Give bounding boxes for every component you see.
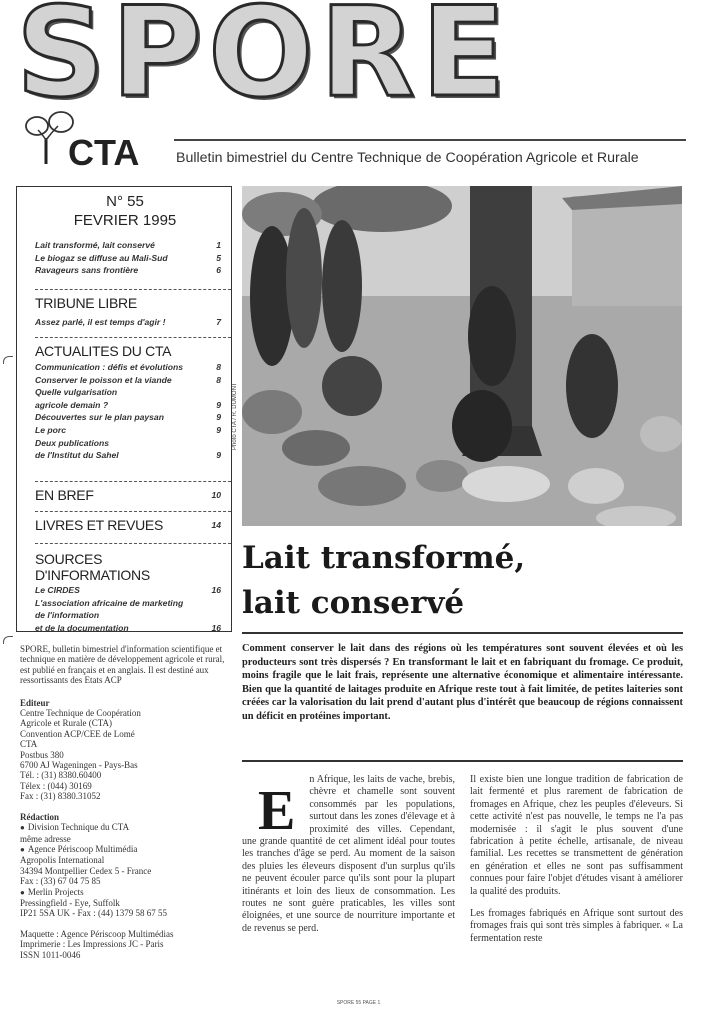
- toc-item[interactable]: Ravageurs sans frontière 6: [35, 265, 221, 276]
- page-subtitle: Bulletin bimestriel du Centre Technique de Coopération Agricole et Rurale: [176, 150, 639, 166]
- toc-section-actualites: [35, 343, 229, 462]
- toc-item[interactable]: Deux publications: [35, 437, 110, 448]
- page-footer: SPORE 55 PAGE 1: [336, 1000, 381, 1006]
- article-paragraph: Les fromages fabriqués en Afrique sont surtout des fromages frais qui sont très simples à fabriquer. « La fermentation reste: [470, 908, 683, 944]
- toc-section-title[interactable]: TRIBUNE LIBRE: [35, 295, 137, 311]
- cta-logo-text: CTA: [68, 132, 140, 173]
- issue-number: N° 55: [106, 193, 144, 210]
- table-of-contents: [16, 186, 232, 632]
- toc-section-tribune: [35, 295, 229, 329]
- toc-lead-items: [35, 239, 229, 277]
- toc-section-en-bref: EN BREF 10: [35, 487, 221, 503]
- article-column-2: [470, 774, 683, 955]
- toc-item[interactable]: Le CIRDES 16: [35, 585, 221, 595]
- drop-cap: E: [258, 780, 296, 842]
- colophon-editeur: Centre Technique de Coopération Agricole et Rurale (CTA) Convention ACP/CEE de Lomé CTA Postbus 380 6700 AJ Wageningen - Pays-Bas Tél. : (31) 8380.60400 Télex : (044) 30169 Fax : (31) 8380.31052: [20, 708, 141, 802]
- toc-divider: [35, 481, 231, 482]
- toc-divider: [35, 543, 231, 544]
- colophon: [20, 644, 226, 960]
- lead-top-rule: [242, 632, 683, 634]
- photo-women-with-baskets: [242, 186, 682, 526]
- article-paragraph: Il existe bien une longue tradition de fabrication de lait fermenté et plus rarement de fabrication de fromages en Afrique, chez les peuples d'éleveurs. Si cette activité n'est pas nouvelle, le temps ne l'a pas modernisée : il s'agit le plus souvent d'une fabrication à petite échelle, artisanale, de niveau familial. Les recettes se transmettent de génération en génération et elles ne sont pas suffisamment connues pour faire l'objet d'études visant à améliorer la qualité des produits.: [470, 774, 683, 897]
- toc-item[interactable]: Quelle vulgarisation: [35, 387, 118, 398]
- photo-credit: Photo CTA / R. DUMONT: [232, 382, 238, 450]
- issue-date: FEVRIER 1995: [73, 212, 177, 229]
- toc-item[interactable]: Assez parlé, il est temps d'agir ! 7: [35, 317, 221, 327]
- article-column-1: E n Afrique, les laits de vache, brebis, chèvre et chamelle sont souvent consommés par les populations, surtout dans les zones d'élevage et à proximité des villes. Cependant, une grande quantité de cet aliment idéal pour toutes les tranches d'âge se perd. Au moment de la saison des pluies les éleveurs disposent d'un surplus qu'ils ne peuvent écouler parce qu'ils sont pour la plupart itinérants et loin des lieux de consommation. Les routes ne sont guère praticables, les villes sont éloignées, et une source de nourriture importante et de revenus se perd.: [242, 774, 455, 934]
- toc-item[interactable]: Le biogaz se diffuse au Mali-Sud 5: [35, 252, 221, 263]
- toc-item[interactable]: et de la documentation 16: [35, 622, 221, 633]
- colophon-redaction: ● Division Technique du CTA même adresse ● Agence Périscoop Multimédia Agropolis International 34394 Montpellier Cedex 5 - France Fax : (33) 67 04 75 85 ● Merlin Projects Pressingfield - Eye, Suffolk IP21 5SA UK - Fax : (44) 1379 58 67 55: [20, 822, 226, 919]
- toc-section-sources: [35, 551, 229, 634]
- header-rule: [174, 139, 686, 141]
- toc-item[interactable]: Conserver le poisson et la viande 8: [35, 374, 221, 385]
- toc-section-title[interactable]: ACTUALITES DU CTA: [35, 343, 172, 359]
- toc-item[interactable]: L'association africaine de marketing: [35, 597, 184, 608]
- lead-bottom-rule: [242, 760, 683, 762]
- colophon-credits: Maquette : Agence Périscoop Multimédias Imprimerie : Les Impressions JC - Paris ISSN 1011-0046: [20, 928, 174, 960]
- masthead-title: SPORE: [16, 0, 512, 112]
- toc-item[interactable]: Découvertes sur le plan paysan 9: [35, 412, 221, 423]
- toc-item[interactable]: de l'information: [35, 610, 100, 621]
- toc-section-title[interactable]: SOURCES D'INFORMATIONS: [35, 551, 150, 583]
- toc-divider: [35, 337, 231, 338]
- article-lead: Comment conserver le lait dans des régions où les températures sont souvent élevées et où les producteurs sont très dispersés ? En transformant le lait et en fabriquant du fromage. Ce produit, moins fragile que le lait frais, représente une alternative économique et alimentaire intéressante. Bien que la quantité de laitages produite en Afrique reste tout à fait limitée, de petites laiteries sont créées car la valorisation du lait prend d'autant plus d'intérêt que beaucoup de régions connaissent un déficit en protéines important.: [242, 643, 683, 722]
- toc-divider: [35, 511, 231, 512]
- toc-item[interactable]: agricole demain ? 9: [35, 399, 221, 410]
- toc-item[interactable]: Communication : défis et évolutions 8: [35, 362, 221, 372]
- article-headline: Lait transformé, lait conservé: [242, 540, 526, 621]
- colophon-editeur-label: Editeur: [20, 697, 50, 708]
- toc-section-title[interactable]: EN BREF: [35, 487, 94, 503]
- toc-item[interactable]: de l'Institut du Sahel 9: [35, 450, 221, 461]
- cover-photo: [242, 186, 682, 526]
- toc-section-livres: LIVRES ET REVUES 14: [35, 517, 221, 533]
- toc-section-title[interactable]: LIVRES ET REVUES: [35, 517, 163, 533]
- colophon-redaction-label: Rédaction: [20, 811, 59, 822]
- toc-divider: [35, 289, 231, 290]
- toc-item[interactable]: Lait transformé, lait conservé 1: [35, 240, 221, 250]
- colophon-intro: SPORE, bulletin bimestriel d'information scientifique et technique en matière de développement agricole et rural, est publié en français et en anglais. Il est destiné aux ressortissants des Etats ACP: [20, 644, 225, 686]
- cta-logo: [24, 108, 164, 173]
- toc-item[interactable]: Le porc 9: [35, 424, 221, 435]
- punch-mark: [3, 356, 13, 364]
- punch-mark: [3, 636, 13, 644]
